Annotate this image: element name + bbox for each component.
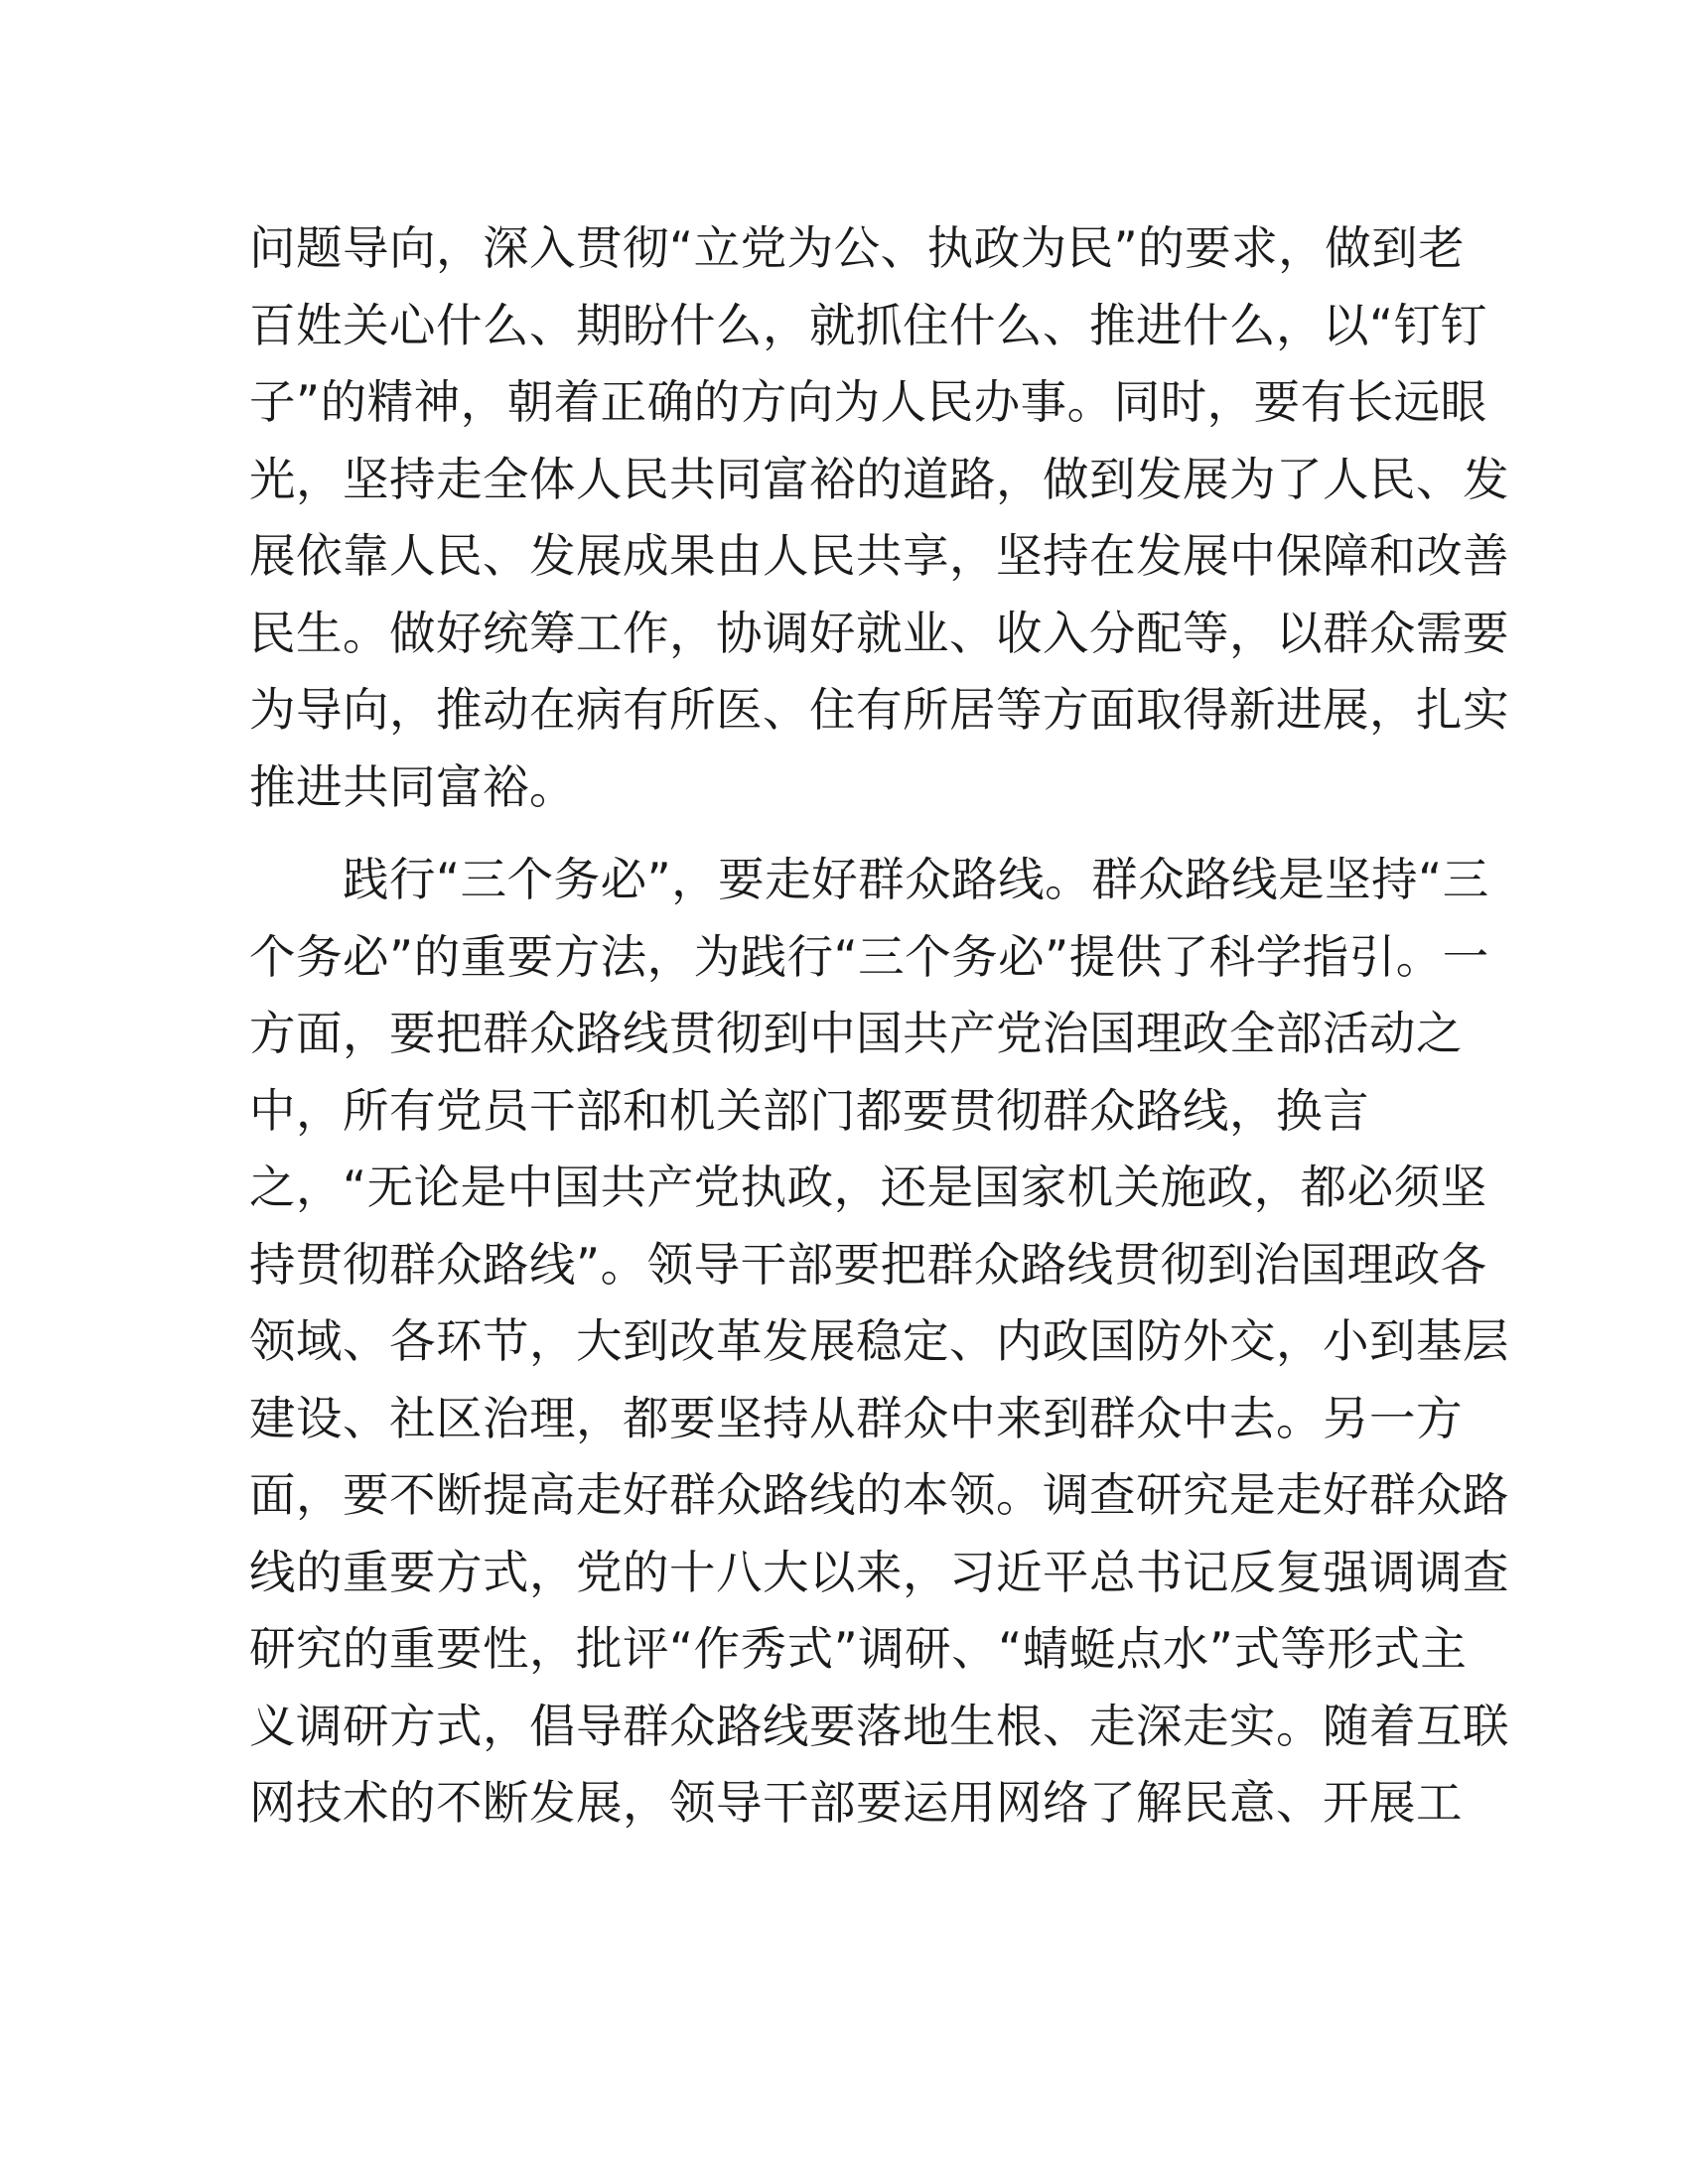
text-line: 面，要不断提高走好群众路线的本领。调查研究是走好群众路	[249, 1468, 1509, 1522]
text-line: 民生。做好统筹工作，协调好就业、收入分配等，以群众需要	[249, 606, 1509, 660]
text-line: 中，所有党员干部和机关部门都要贯彻群众路线，换言	[249, 1083, 1369, 1138]
text-line: 义调研方式，倡导群众路线要落地生根、走深走实。随着互联	[249, 1699, 1509, 1753]
paragraph-spacer	[249, 826, 1441, 842]
text-line: 方面，要把群众路线贯彻到中国共产党治国理政全部活动之	[249, 1007, 1463, 1060]
text-line: 子”的精神，朝着正确的方向为人民办事。同时，要有长远眼	[249, 375, 1487, 429]
text-line: 问题导向，深入贯彻“立党为公、执政为民”的要求，做到老	[249, 221, 1466, 275]
text-line: 线的重要方式，党的十八大以来，习近平总书记反复强调调查	[249, 1545, 1509, 1599]
text-line: 持贯彻群众路线”。领导干部要把群众路线贯彻到治国理政各	[249, 1237, 1487, 1292]
text-line: 展依靠人民、发展成果由人民共享，坚持在发展中保障和改善	[249, 529, 1509, 583]
text-line: 百姓关心什么、期盼什么，就抓住什么、推进什么，以“钉钉	[249, 298, 1487, 352]
text-line: 网技术的不断发展，领导干部要运用网络了解民意、开展工	[249, 1776, 1463, 1830]
paragraph-2	[249, 842, 1509, 1843]
text-line: 推进共同富裕。	[249, 759, 576, 814]
text-line: 建设、社区治理，都要坚持从群众中来到群众中去。另一方	[249, 1391, 1463, 1445]
text-line: 研究的重要性，批评“作秀式”调研、“蜻蜓点水”式等形式主	[249, 1622, 1468, 1676]
text-line: 领域、各环节，大到改革发展稳定、内政国防外交，小到基层	[249, 1314, 1509, 1368]
text-line: 践行“三个务必”，要走好群众路线。群众路线是坚持“三	[249, 853, 1489, 906]
text-line: 光，坚持走全体人民共同富裕的道路，做到发展为了人民、发	[249, 452, 1509, 506]
paragraph-1	[249, 210, 1509, 826]
text-line: 为导向，推动在病有所医、住有所居等方面取得新进展，扎实	[249, 683, 1509, 737]
text-line: 之，“无论是中国共产党执政，还是国家机关施政，都必须坚	[249, 1160, 1487, 1214]
text-line: 个务必”的重要方法，为践行“三个务必”提供了科学指引。一	[249, 929, 1489, 984]
body-text	[249, 210, 1509, 1843]
